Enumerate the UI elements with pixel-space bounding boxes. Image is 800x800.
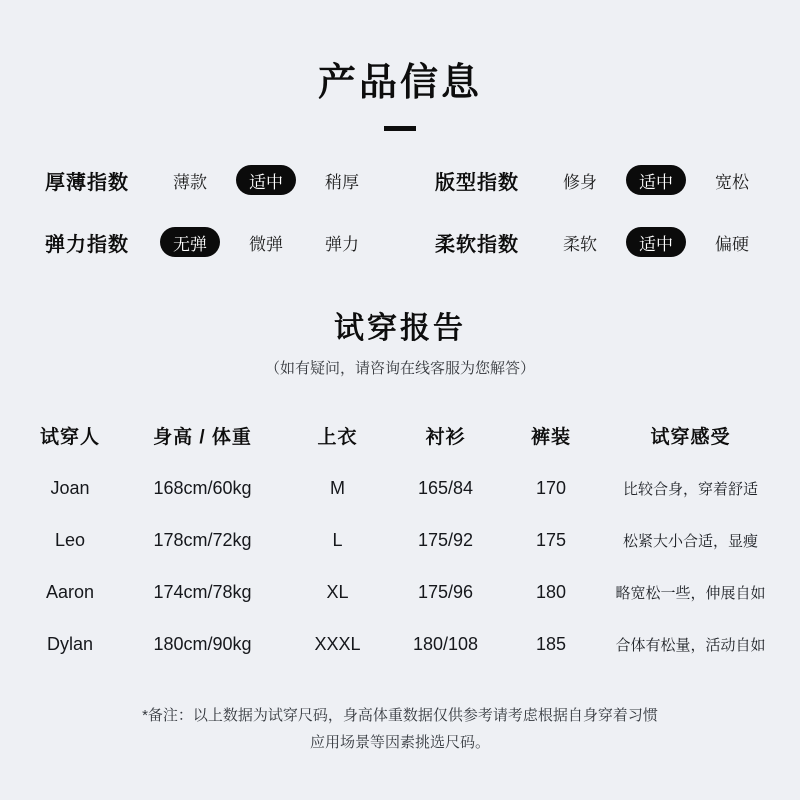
page-title: 产品信息 xyxy=(317,62,482,104)
fitting-report-title: 试穿报告 xyxy=(334,312,466,345)
index-label-fit: 版型指数 xyxy=(435,171,519,194)
option-regular: 适中 xyxy=(618,165,694,195)
tester-height-weight: 174cm/78kg xyxy=(153,581,252,602)
index-group-softness xyxy=(435,227,800,257)
index-group-fit xyxy=(435,165,800,195)
tester-shirt-size: 175/92 xyxy=(417,529,474,550)
product-index-section xyxy=(0,165,800,257)
tester-feel: 松紧大小合适，显瘦 xyxy=(622,532,758,550)
stretch-options xyxy=(152,227,380,257)
fit-options xyxy=(542,165,770,195)
tester-name: Dylan xyxy=(46,633,94,654)
footnote xyxy=(0,702,800,756)
header-height-weight: 身高 / 体重 xyxy=(153,426,252,448)
tester-shirt-size: 165/84 xyxy=(417,477,474,498)
table-row xyxy=(0,618,800,670)
tester-height-weight: 168cm/60kg xyxy=(153,477,252,498)
fitting-report-table xyxy=(0,408,800,670)
tester-feel: 比较合身，穿着舒适 xyxy=(622,480,758,498)
tester-name: Aaron xyxy=(45,581,95,602)
tester-feel: 合体有松量，活动自如 xyxy=(615,636,766,654)
option-loose: 宽松 xyxy=(715,172,749,192)
header-shirt: 衬衫 xyxy=(425,426,466,448)
tester-top-size: XXXL xyxy=(314,633,361,654)
table-header-row xyxy=(0,408,800,462)
index-group-thickness xyxy=(45,165,435,195)
tester-top-size: L xyxy=(332,529,343,550)
option-hard: 偏硬 xyxy=(715,234,749,254)
tester-height-weight: 180cm/90kg xyxy=(153,633,252,654)
option-thin: 薄款 xyxy=(173,172,207,192)
index-label-thickness: 厚薄指数 xyxy=(45,171,129,194)
tester-pants-size: 185 xyxy=(535,633,567,654)
tester-shirt-size: 175/96 xyxy=(417,581,474,602)
index-label-softness: 柔软指数 xyxy=(435,233,519,256)
table-row xyxy=(0,514,800,566)
option-stretchy: 弹力 xyxy=(325,234,359,254)
tester-top-size: M xyxy=(330,477,345,498)
option-thick: 稍厚 xyxy=(325,172,359,192)
tester-top-size: XL xyxy=(326,581,349,602)
option-slim: 修身 xyxy=(563,172,597,192)
tester-feel: 略宽松一些，伸展自如 xyxy=(615,584,766,602)
title-dash xyxy=(384,126,416,131)
option-slight-stretch: 微弹 xyxy=(249,234,283,254)
option-medium-soft: 适中 xyxy=(618,227,694,257)
tester-pants-size: 170 xyxy=(535,477,567,498)
header-feel: 试穿感受 xyxy=(650,426,731,448)
index-group-stretch xyxy=(45,227,435,257)
header-top: 上衣 xyxy=(317,426,358,448)
tester-pants-size: 175 xyxy=(535,529,567,550)
header-pants: 裤装 xyxy=(530,426,571,448)
option-soft: 柔软 xyxy=(563,234,597,254)
tester-name: Leo xyxy=(54,529,86,550)
tester-shirt-size: 180/108 xyxy=(412,633,479,654)
option-medium: 适中 xyxy=(228,165,304,195)
softness-options xyxy=(542,227,770,257)
fitting-report-subtitle: （如有疑问，请咨询在线客服为您解答） xyxy=(264,360,535,377)
footnote-line-2: 应用场景等因素挑选尺码。 xyxy=(309,734,490,751)
tester-pants-size: 180 xyxy=(535,581,567,602)
header-tester: 试穿人 xyxy=(39,426,100,448)
index-label-stretch: 弹力指数 xyxy=(45,233,129,256)
option-no-stretch: 无弹 xyxy=(152,227,228,257)
thickness-options xyxy=(152,165,380,195)
tester-name: Joan xyxy=(50,477,90,498)
table-row xyxy=(0,566,800,618)
table-row xyxy=(0,462,800,514)
tester-height-weight: 178cm/72kg xyxy=(153,529,252,550)
footnote-line-1: *备注：以上数据为试穿尺码，身高体重数据仅供参考请考虑根据自身穿着习惯 xyxy=(142,707,658,724)
